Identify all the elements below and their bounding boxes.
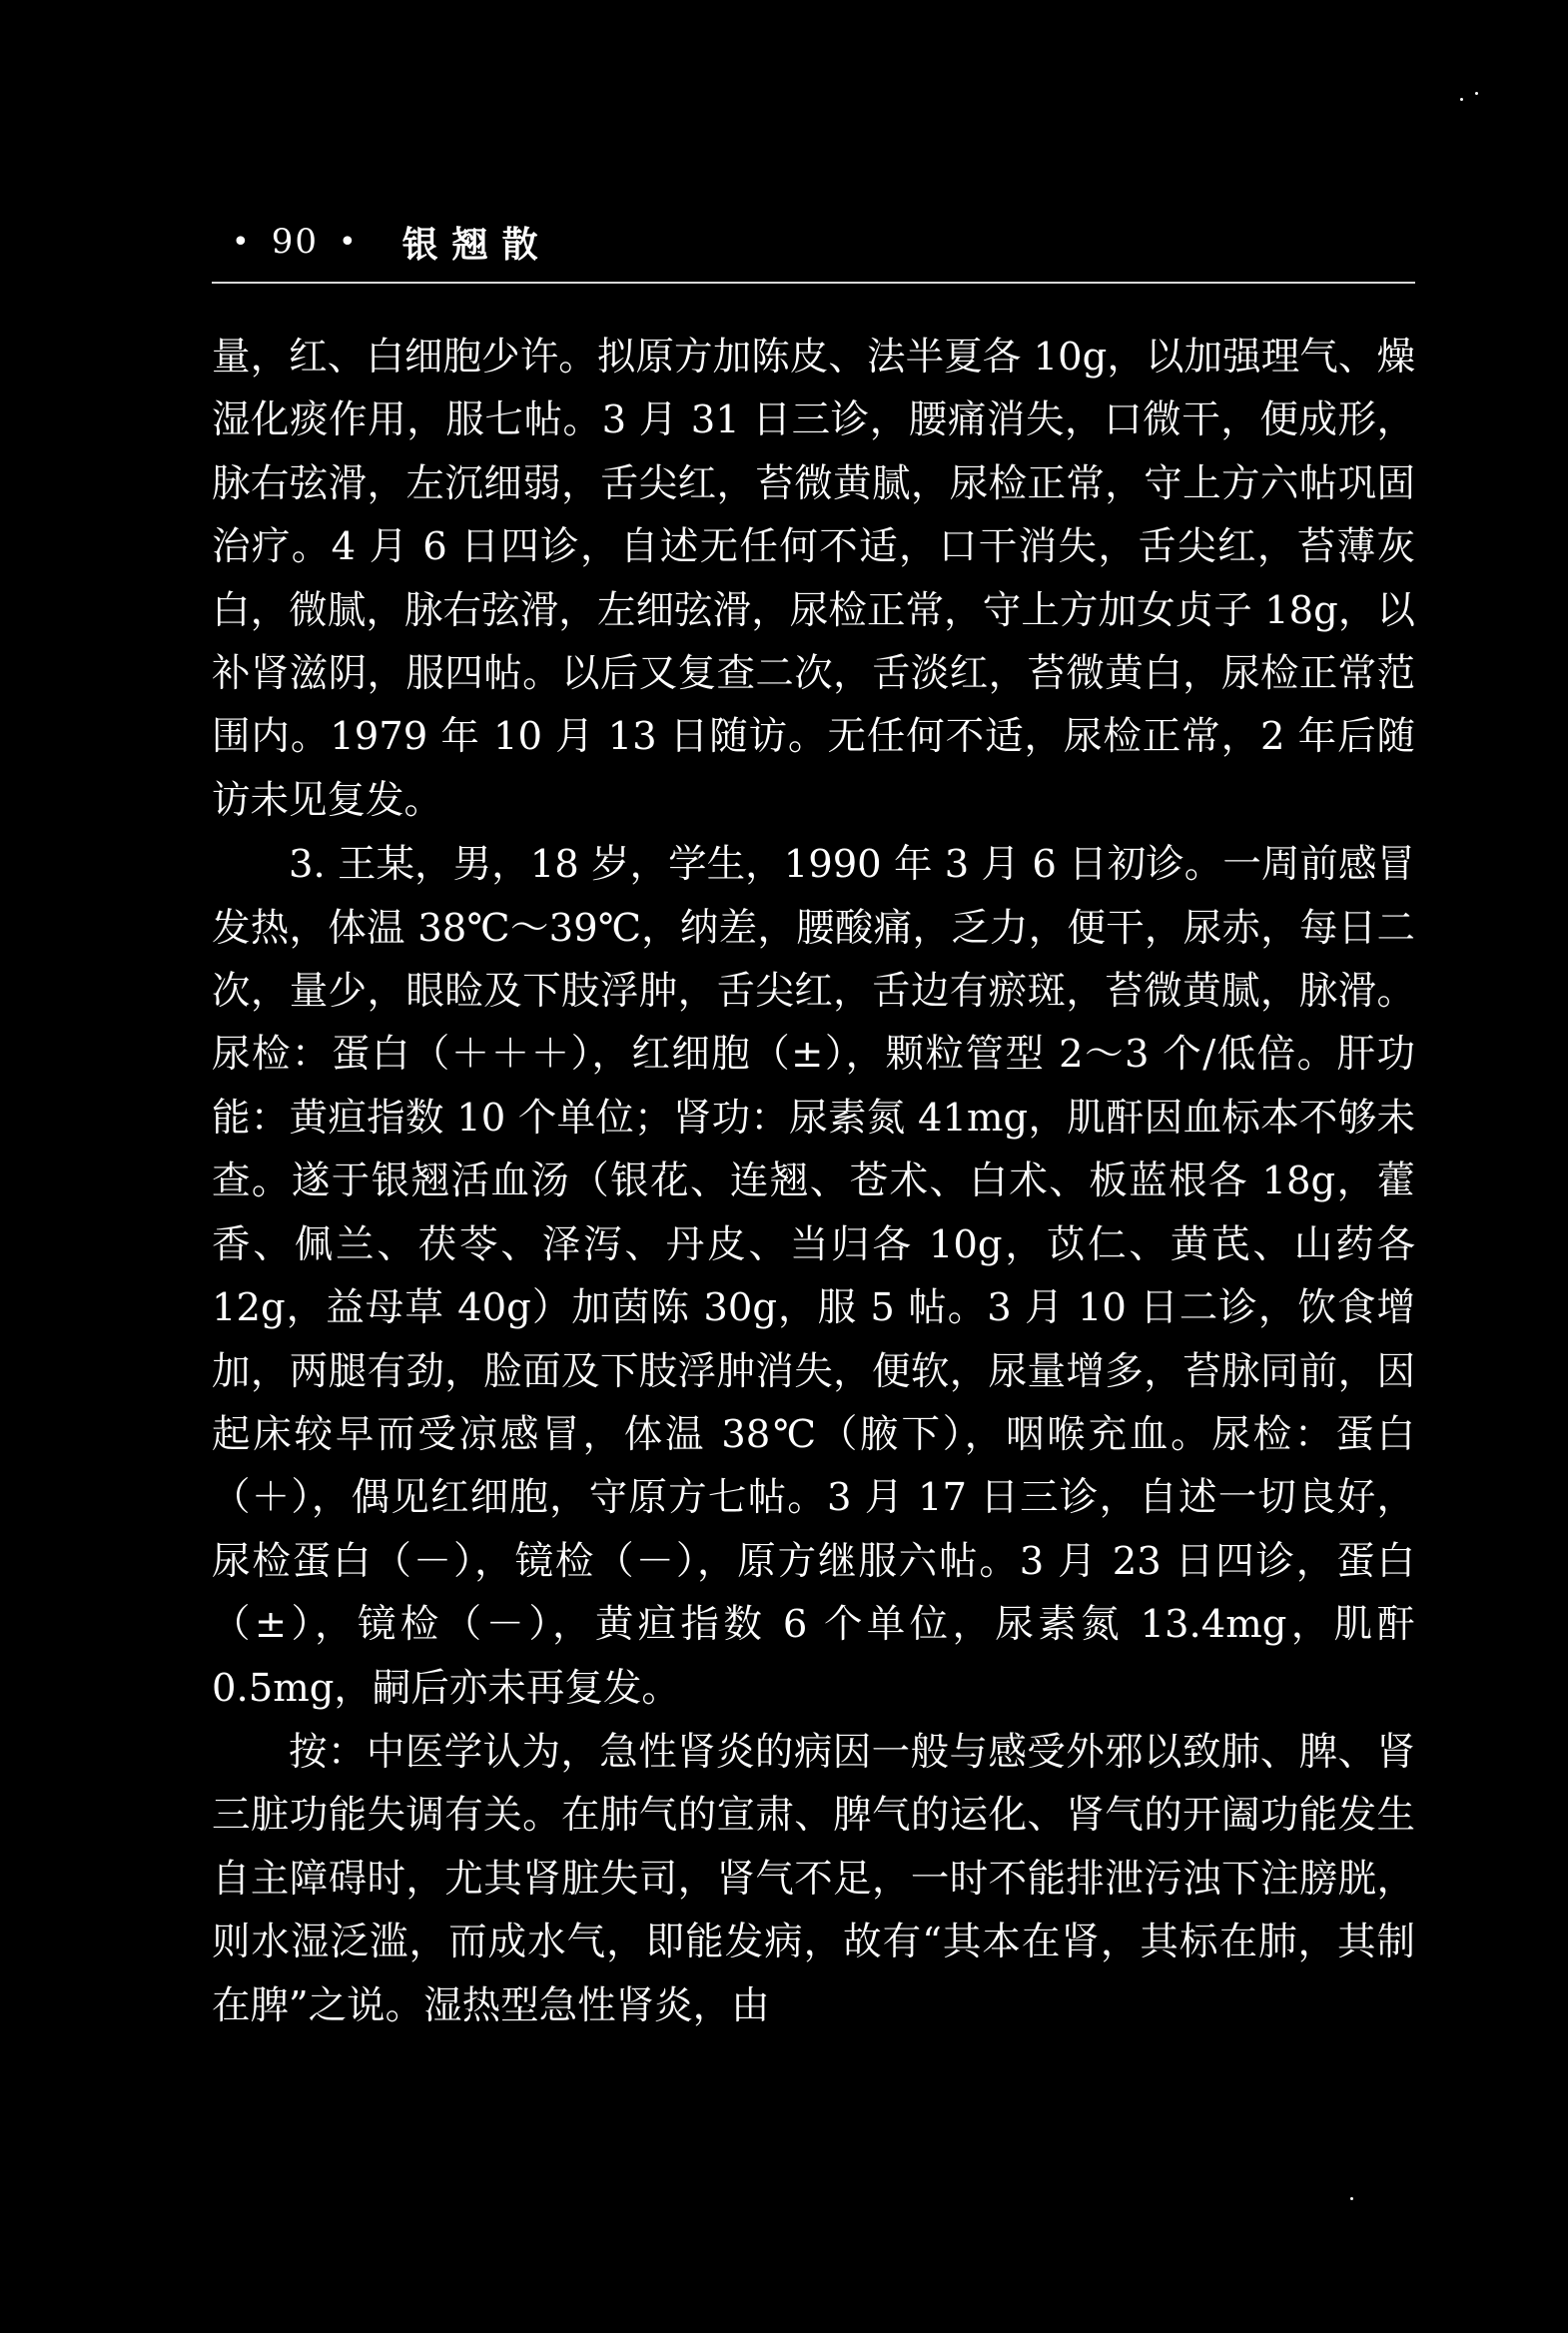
paragraph-continuation: 量，红、白细胞少许。拟原方加陈皮、法半夏各 10g，以加强理气、燥湿化痰作用，服七帖。3 月 31 日三诊，腰痛消失，口微干，便成形，脉右弦滑，左沉细弱，舌尖红，苔微黄腻，尿检正常，守上方六帖巩固治疗。4 月 6 日四诊，自述无任何不适，口干消失，舌尖红，苔薄灰白，微腻，脉右弦滑，左细弦滑，尿检正常，守上方加女贞子 18g，以补肾滋阴，服四帖。以后又复查二次，舌淡红，苔微黄白，尿检正常范围内。1979 年 10 月 13 日随访。无任何不适，尿检正常，2 年后随访未见复发。 bbox=[212, 335, 1415, 823]
paragraph-commentary: 按：中医学认为，急性肾炎的病因一般与感受外邪以致肺、脾、肾三脏功能失调有关。在肺气的宣肃、脾气的运化、肾气的开阖功能发生自主障碍时，尤其肾脏失司，肾气不足，一时不能排泄污浊下注膀胱，则水湿泛滥，而成水气，即能发病，故有“其本在肾，其标在肺，其制在脾”之说。湿热型急性肾炎，由 bbox=[212, 1729, 1415, 2028]
header-divider bbox=[212, 282, 1415, 284]
paragraph-case-3: 3. 王某，男，18 岁，学生，1990 年 3 月 6 日初诊。一周前感冒发热，体温 38℃～39℃，纳差，腰酸痛，乏力，便干，尿赤，每日二次，量少，眼睑及下肢浮肿，舌尖红，舌边有瘀斑，苔微黄腻，脉滑。尿检：蛋白（＋＋＋），红细胞（±），颗粒管型 2～3 个/低倍。肝功能：黄疸指数 10 个单位；肾功：尿素氮 41mg，肌酐因血标本不够未查。遂于银翘活血汤（银花、连翘、苍术、白术、板蓝根各 18g，藿香、佩兰、茯苓、泽泻、丹皮、当归各 10g，苡仁、黄芪、山药各 12g，益母草 40g）加茵陈 30g，服 5 帖。3 月 10 日二诊，饮食增加，两腿有劲，脸面及下肢浮肿消失，便软，尿量增多，苔脉同前，因起床较早而受凉感冒，体温 38℃（腋下），咽喉充血。尿检：蛋白（＋），偶见红细胞，守原方七帖。3 月 17 日三诊，自述一切良好，尿检蛋白（－），镜检（－），原方继服六帖。3 月 23 日四诊，蛋白（±），镜检（－），黄疸指数 6 个单位，尿素氮 13.4mg，肌酐 0.5mg，嗣后亦未再复发。 bbox=[212, 842, 1415, 1711]
book-title: 银翘散 bbox=[401, 223, 552, 266]
page-body bbox=[212, 326, 1415, 2038]
scan-speck bbox=[1460, 98, 1463, 101]
scan-speck bbox=[1475, 92, 1478, 95]
page-number: 90 bbox=[271, 222, 319, 262]
header-bullet-left: • bbox=[232, 224, 252, 260]
running-header bbox=[212, 212, 1415, 272]
header-bullet-right: • bbox=[338, 224, 359, 260]
scan-speck bbox=[1350, 2197, 1353, 2200]
